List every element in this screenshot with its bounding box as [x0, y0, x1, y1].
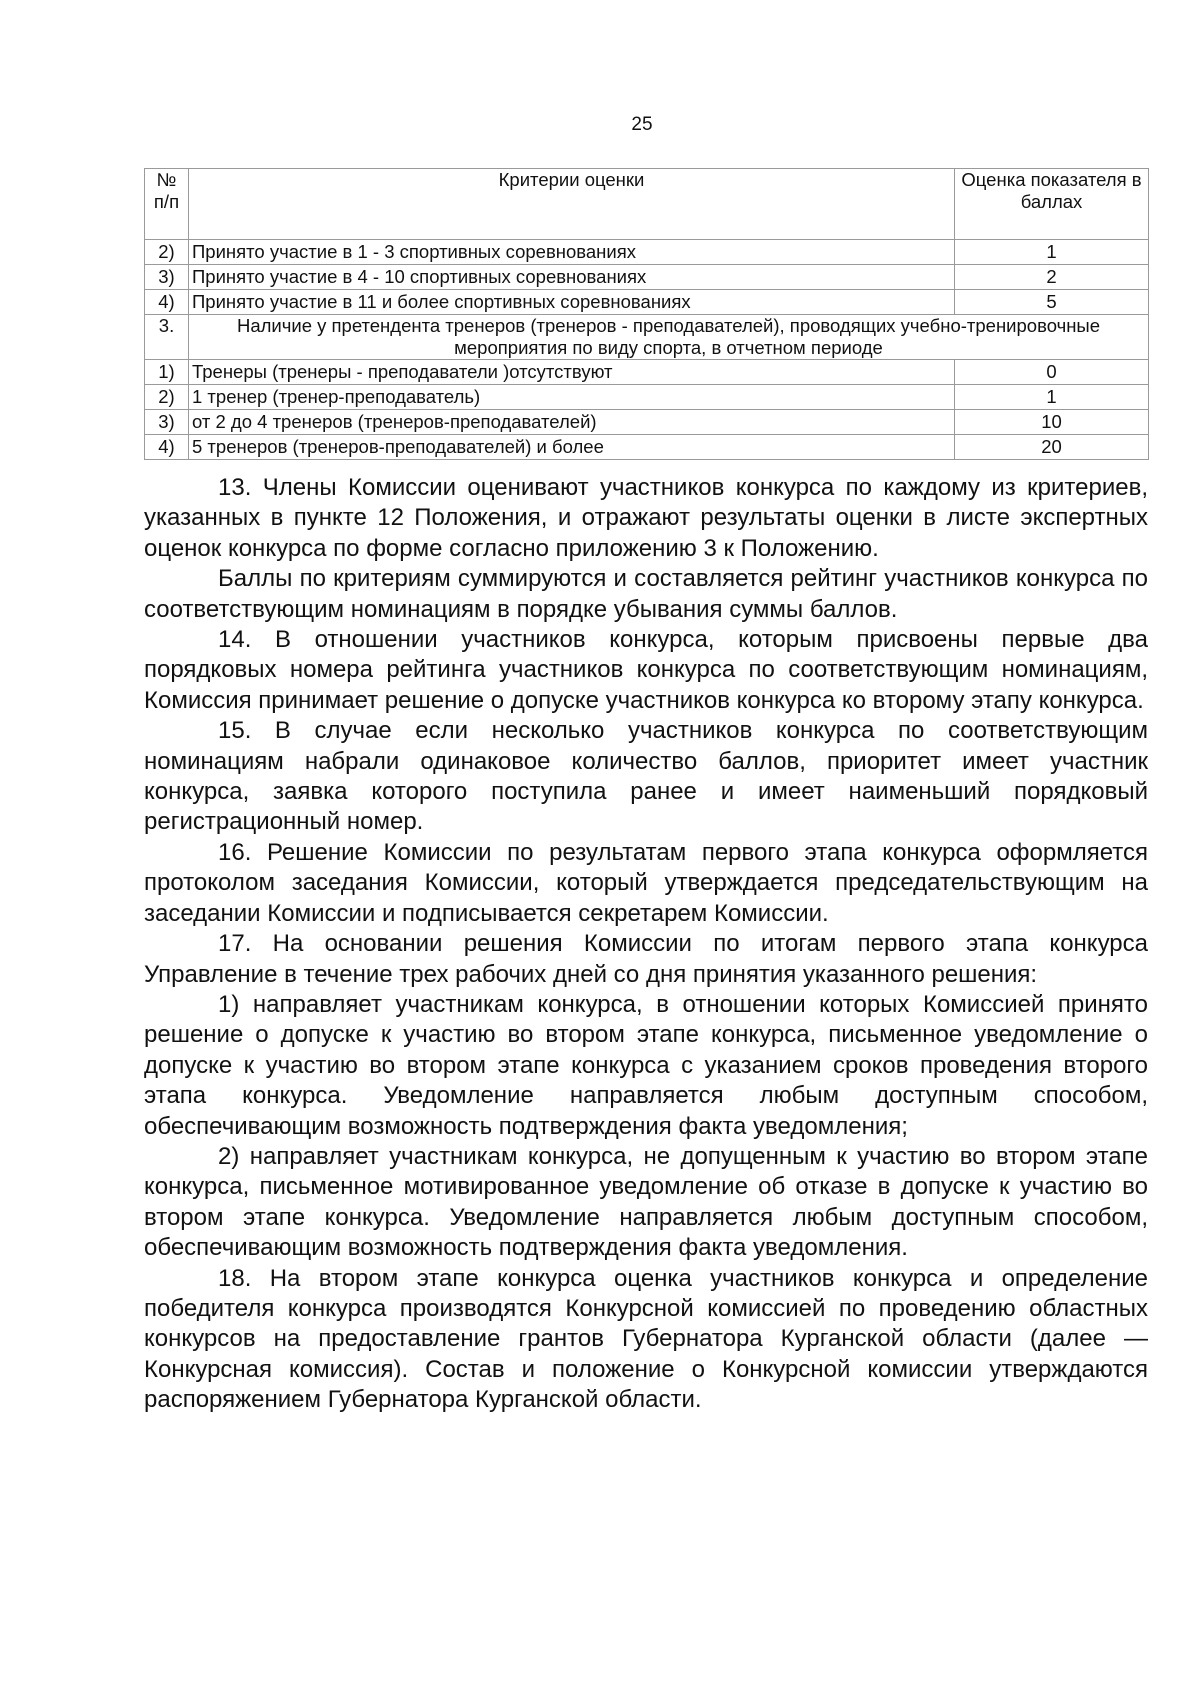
row-text: Принято участие в 1 - 3 спортивных соревнованиях	[189, 240, 955, 265]
row-score: 2	[955, 265, 1149, 290]
paragraph-14: 14. В отношении участников конкурса, которым присвоены первые два порядковых номера рейтинга участников конкурса по соответствующим номинациям, Комиссия принимает решение о допуске участников конкурса ко второму этапу конкурса.	[144, 626, 1148, 714]
page-number: 25	[631, 114, 653, 135]
row-score: 10	[955, 410, 1149, 435]
paragraph-16: 16. Решение Комиссии по результатам первого этапа конкурса оформляется протоколом заседания Комиссии, который утверждается председательствующим на заседании Комиссии и подписывается секретарем Комиссии.	[144, 838, 1148, 927]
row-text: Тренеры (тренеры - преподаватели )отсутствуют	[189, 360, 955, 385]
row-text: 5 тренеров (тренеров-преподавателей) и более	[189, 435, 955, 460]
paragraph-13: 13. Члены Комиссии оценивают участников конкурса по каждому из критериев, указанных в пункте 12 Положения, и отражают результаты оценки в листе экспертных оценок конкурса по форме согласно приложению 3 к Положению.	[144, 474, 1148, 562]
header-score: Оценка показателя в баллах	[955, 169, 1149, 240]
section-text: Наличие у претендента тренеров (тренеров - преподавателей), проводящих учебно-тренировочные мероприятия по виду спорта, в отчетном периоде	[189, 315, 1149, 360]
paragraph-17: 17. На основании решения Комиссии по итогам первого этапа конкурса Управление в течение трех рабочих дней со дня принятия указанного решения:	[144, 930, 1148, 988]
section-num: 3.	[145, 315, 189, 360]
header-num: № п/п	[145, 169, 189, 240]
row-num: 3)	[145, 410, 189, 435]
paragraph-15: 15. В случае если несколько участников конкурса по соответствующим номинациям набрали одинаковое количество баллов, приоритет имеет участник конкурса, заявка которого поступила ранее и имеет наименьший порядковый регистрационный номер.	[144, 717, 1148, 836]
row-text: 1 тренер (тренер-преподаватель)	[189, 385, 955, 410]
table-row	[145, 290, 1149, 315]
paragraph-17-item-2: 2) направляет участникам конкурса, не допущенным к участию во втором этапе конкурса, письменное мотивированное уведомление об отказе в допуске к участию во втором этапе конкурса. Уведомление направляется любым доступным способом, обеспечивающим возможность подтверждения факта уведомления.	[144, 1142, 1148, 1262]
document-body	[144, 473, 1148, 1416]
row-num: 2)	[145, 385, 189, 410]
table-row	[145, 385, 1149, 410]
header-criteria: Критерии оценки	[189, 169, 955, 240]
table-header-row	[145, 169, 1149, 240]
row-text: от 2 до 4 тренеров (тренеров-преподавателей)	[189, 410, 955, 435]
row-score: 1	[955, 240, 1149, 265]
row-score: 5	[955, 290, 1149, 315]
table-row	[145, 410, 1149, 435]
row-text: Принято участие в 11 и более спортивных соревнованиях	[189, 290, 955, 315]
table-row	[145, 360, 1149, 385]
row-num: 4)	[145, 435, 189, 460]
table-section-row	[145, 315, 1149, 360]
row-num: 3)	[145, 265, 189, 290]
paragraph-18: 18. На втором этапе конкурса оценка участников конкурса и определение победителя конкурса производятся Конкурсной комиссией по проведению областных конкурсов на предоставление грантов Губернатора Курганской области (далее — Конкурсная комиссия). Состав и положение о Конкурсной комиссии утверждаются распоряжением Губернатора Курганской области.	[144, 1264, 1148, 1414]
row-num: 1)	[145, 360, 189, 385]
paragraph-13-scores: Баллы по критериям суммируются и составляется рейтинг участников конкурса по соответствующим номинациям в порядке убывания суммы баллов.	[144, 565, 1148, 623]
row-num: 4)	[145, 290, 189, 315]
row-score: 20	[955, 435, 1149, 460]
row-num: 2)	[145, 240, 189, 265]
table-row	[145, 265, 1149, 290]
table-row	[145, 435, 1149, 460]
row-score: 0	[955, 360, 1149, 385]
table-row	[145, 240, 1149, 265]
row-score: 1	[955, 385, 1149, 410]
criteria-table	[144, 168, 1149, 460]
paragraph-17-item-1: 1) направляет участникам конкурса, в отношении которых Комиссией принято решение о допуске к участию во втором этапе конкурса, письменное уведомление о допуске к участию во втором этапе конкурса с указанием сроков проведения второго этапа конкурса. Уведомление направляется любым доступным способом, обеспечивающим возможность подтверждения факта уведомления;	[144, 990, 1148, 1140]
row-text: Принято участие в 4 - 10 спортивных соревнованиях	[189, 265, 955, 290]
